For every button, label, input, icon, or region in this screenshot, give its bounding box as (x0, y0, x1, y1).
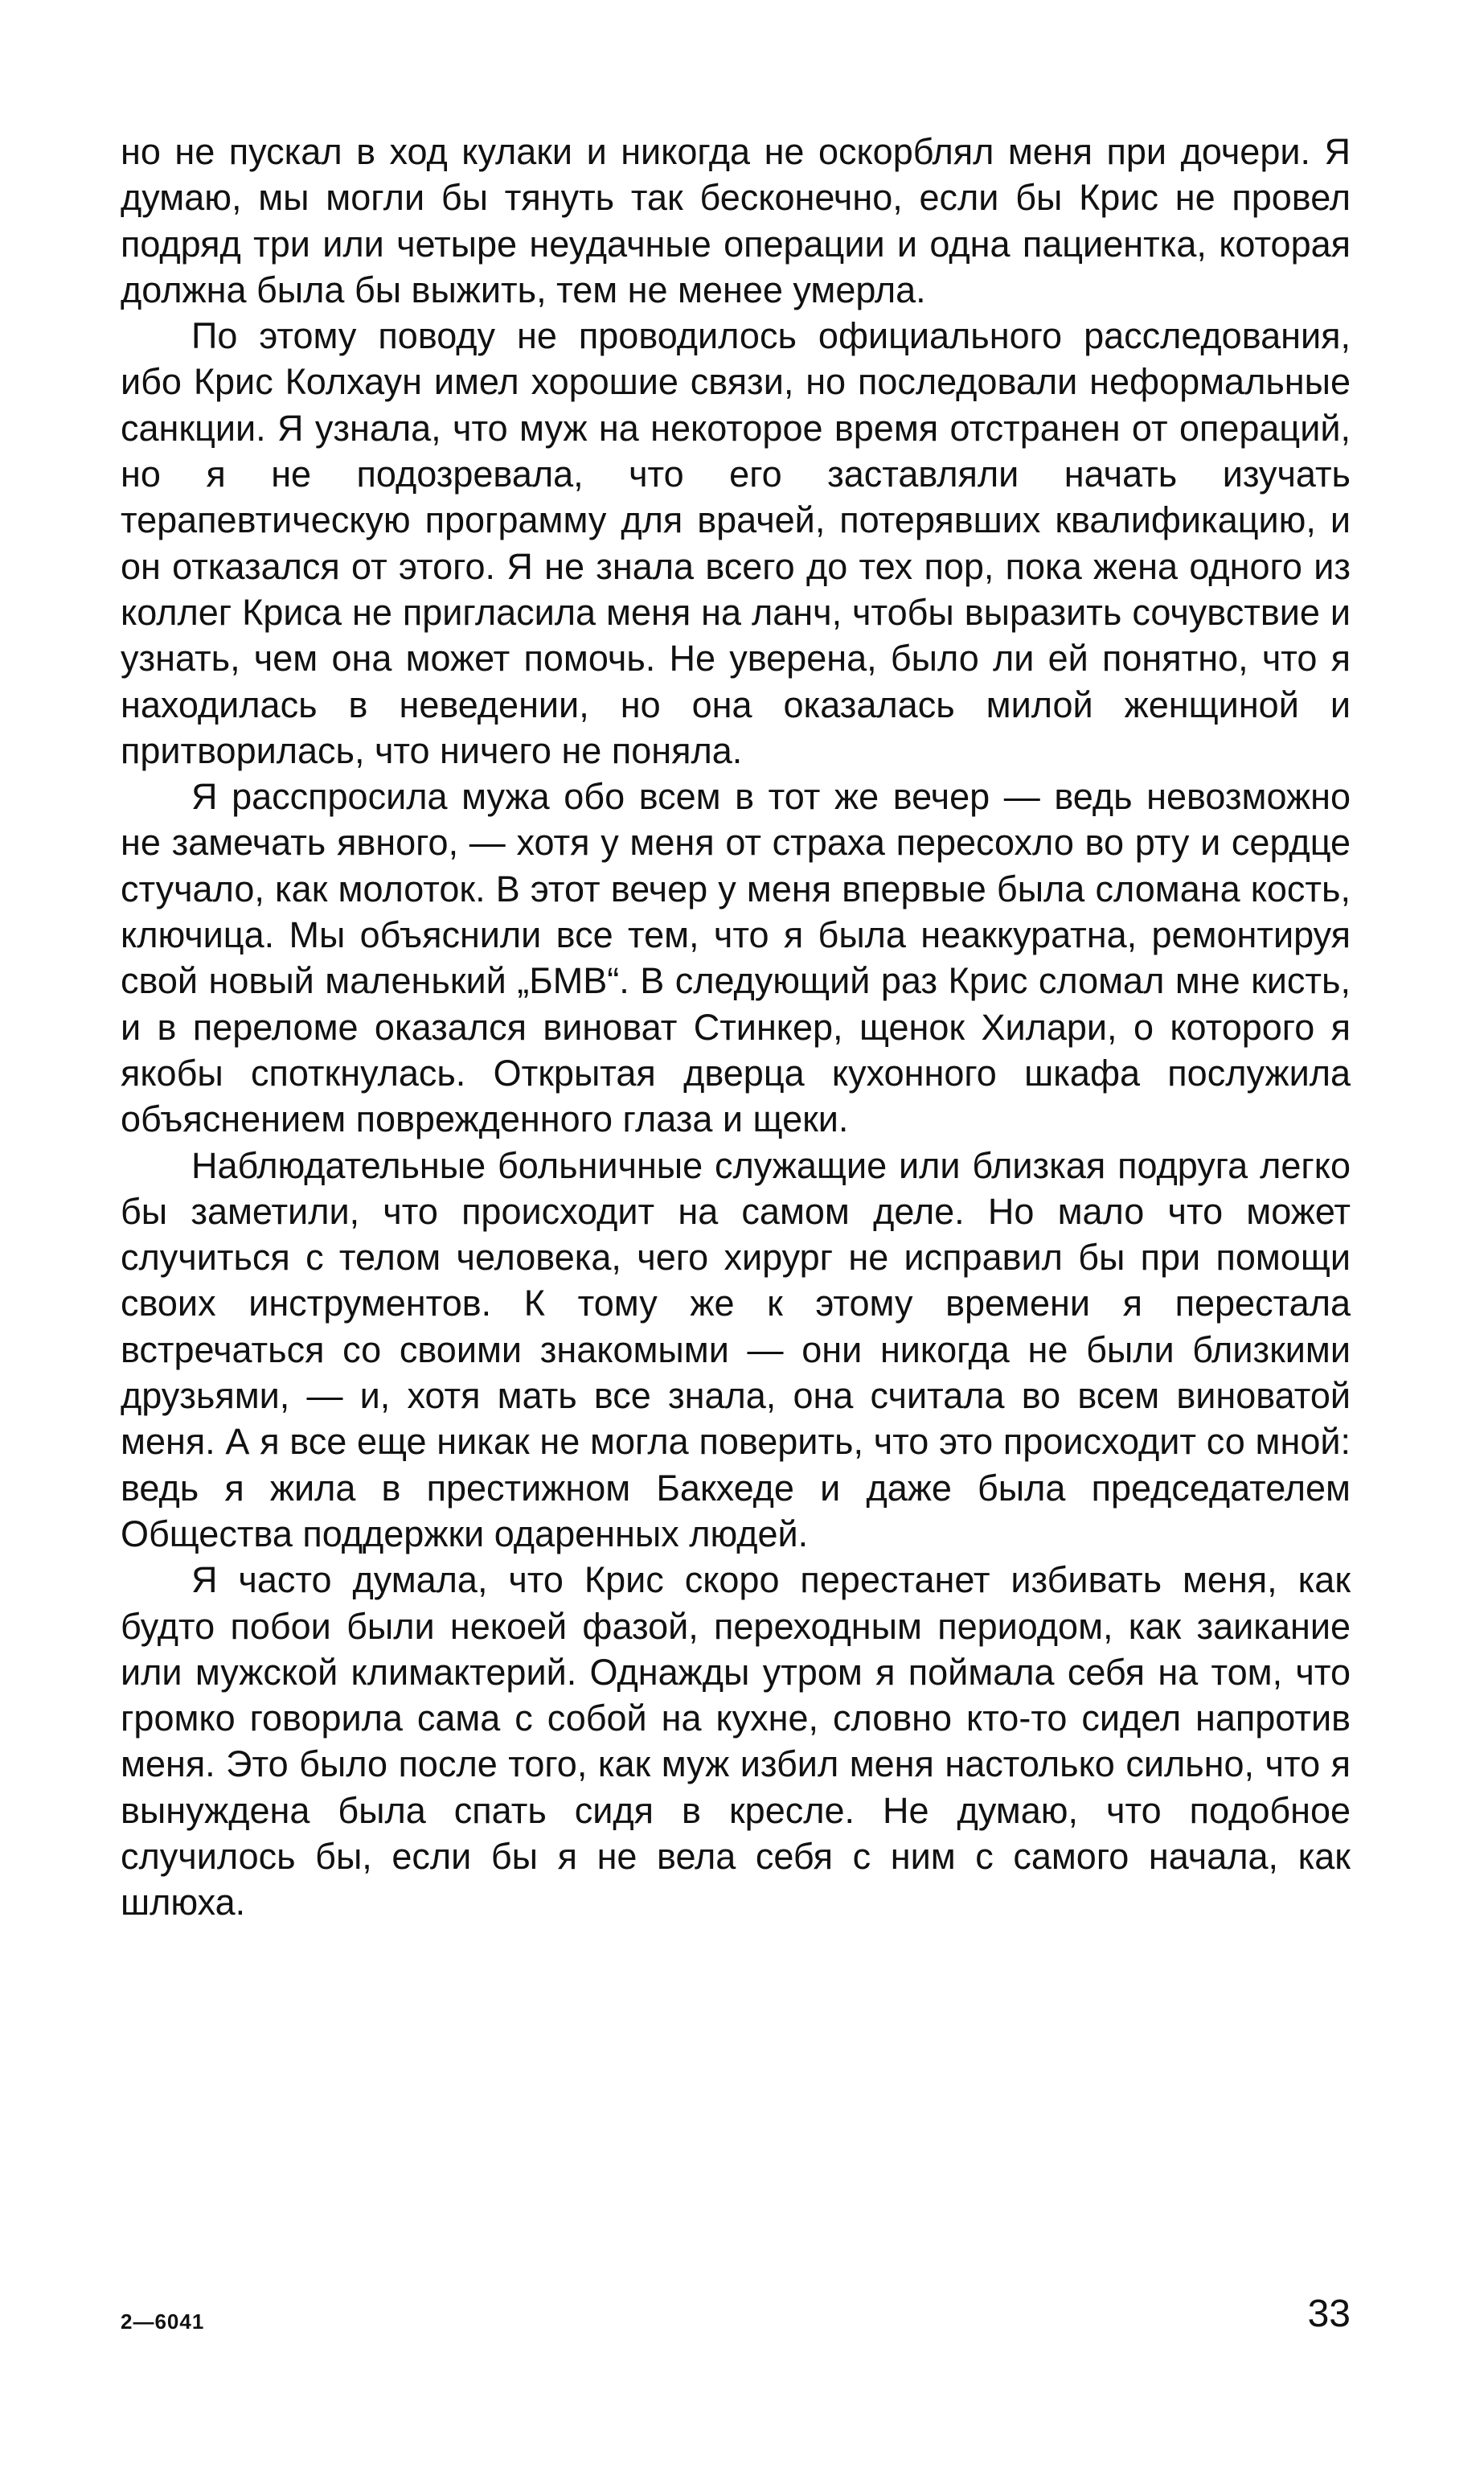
page-footer (121, 2292, 1351, 2348)
signature-mark: 2—6041 (121, 2309, 205, 2334)
page-number: 33 (1307, 2293, 1351, 2335)
paragraph-1: но не пускал в ход кулаки и никогда не оскорблял меня при дочери. Я думаю, мы могли бы тянуть так бесконечно, если бы Крис не провел подряд три или четыре неудачные операции и одна пациентка, которая должна была бы выжить, тем не менее умерла. (121, 131, 1351, 310)
text-column (121, 129, 1351, 1926)
paragraph-2: По этому поводу не проводилось официального расследования, ибо Крис Колхаун имел хорошие связи, но последовали неформальные санкции. Я узнала, что муж на некоторое время отстранен от операций, но я не подозревала, что его заставляли начать изучать терапевтическую программу для врачей, потерявших квалификацию, и он отказался от этого. Я не знала всего до тех пор, пока жена одного из коллег Криса не пригласила меня на ланч, чтобы выразить сочувствие и узнать, чем она может помочь. Не уверена, было ли ей понятно, что я находилась в неведении, но она оказалась милой женщиной и притворилась, что ничего не поняла. (121, 315, 1351, 771)
paragraph-5: Я часто думала, что Крис скоро перестанет избивать меня, как будто побои были некоей фазой, переходным периодом, как заикание или мужской климактерий. Однажды утром я поймала себя на том, что громко говорила сама с собой на кухне, словно кто-то сидел напротив меня. Это было после того, как муж избил меня настолько сильно, что я вынуждена была спать сидя в кресле. Не думаю, что подобное случилось бы, если бы я не вела себя с ним с самого начала, как шлюха. (121, 1559, 1351, 1923)
paragraph-3: Я расспросила мужа обо всем в тот же вечер — ведь невозможно не замечать явного, — хотя у меня от страха пересохло во рту и сердце стучало, как молоток. В этот вечер у меня впервые была сломана кость, ключица. Мы объяснили все тем, что я была неаккуратна, ремонтируя свой новый маленький „БМВ“. В следующий раз Крис сломал мне кисть, и в переломе оказался виноват Стинкер, щенок Хилари, о которого я якобы споткнулась. Открытая дверца кухонного шкафа послужила объяснением поврежденного глаза и щеки. (121, 776, 1351, 1140)
paragraph-4: Наблюдательные больничные служащие или близкая подруга легко бы заметили, что происходит на самом деле. Но мало что может случиться с телом человека, чего хирург не исправил бы при помощи своих инструментов. К тому же к этому времени я перестала встречаться со своими знакомыми — они никогда не были близкими друзьями, — и, хотя мать все знала, она считала во всем виноватой меня. А я все еще никак не могла поверить, что это происходит со мной: ведь я жила в престижном Бакхеде и даже была председателем Общества поддержки одаренных людей. (121, 1144, 1351, 1554)
